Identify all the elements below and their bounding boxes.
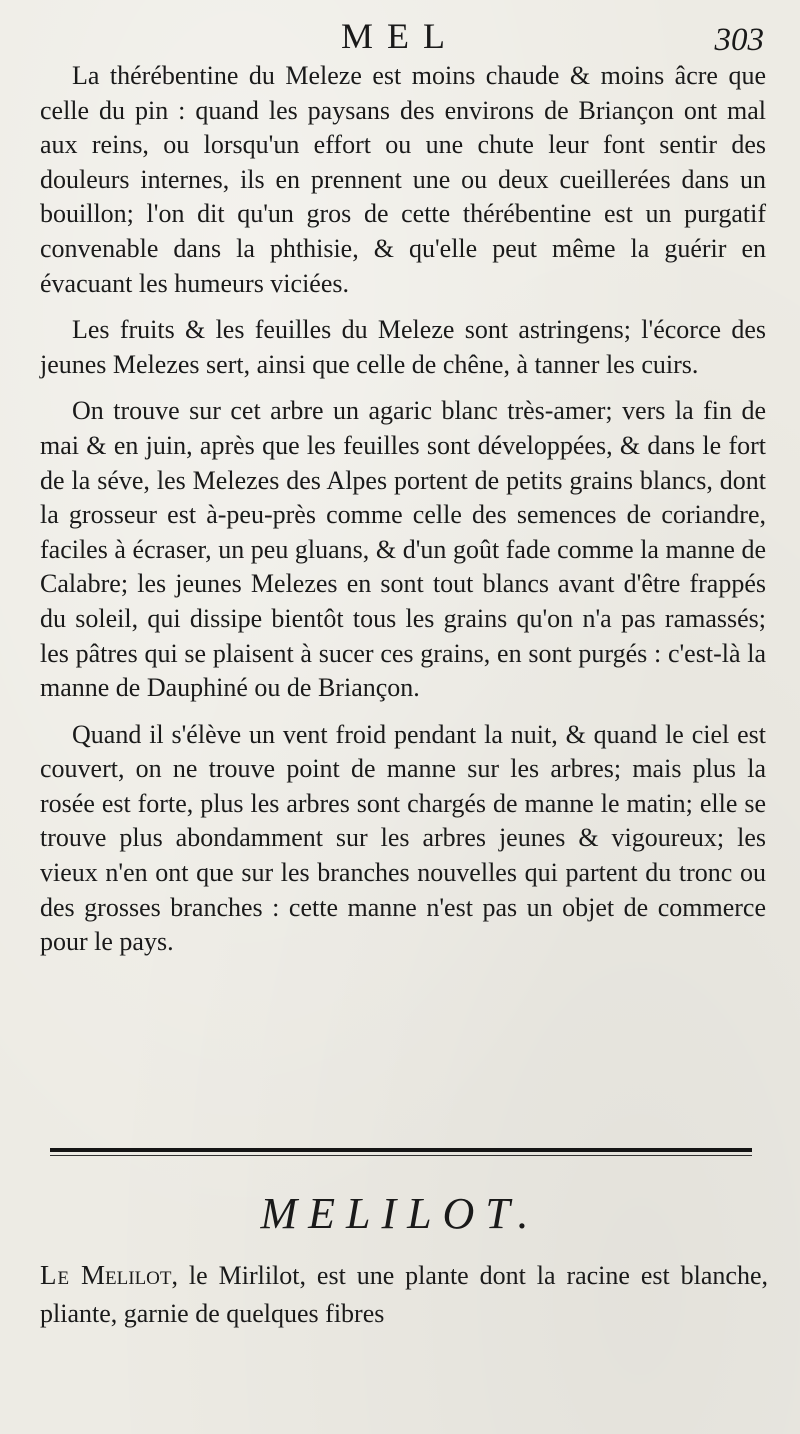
entry-headword: Melilot — [81, 1260, 172, 1290]
running-head — [0, 12, 800, 60]
body-text — [40, 59, 766, 972]
paragraph: Quand il s'élève un vent froid pendant la nuit, & quand le ciel est couvert, on ne trouve point de manne sur les arbres; mais plus la rosée est forte, plus les arbres sont chargés de manne le matin; elle se trouve plus abondamment sur les arbres jeunes & vigoureux; les vieux n'en ont que sur les branches nouvelles qui partent du tronc ou des grosses branches : cette manne n'est pas un objet de commerce pour le pays. — [40, 719, 766, 957]
section-divider-thin — [50, 1155, 752, 1156]
entry-paragraph — [40, 1256, 768, 1333]
paragraph: On trouve sur cet arbre un agaric blanc très-amer; vers la fin de mai & en juin, après que les feuilles sont développées, & dans le fort de la séve, les Melezes des Alpes portent de petits grains blancs, dont la grosseur est à-peu-près comme celle des semences de coriandre, faciles à écraser, un peu gluans, & d'un goût fade comme la manne de Calabre; les jeunes Melezes en sont tout blancs avant d'être frappés du soleil, qui dissipe bientôt tous les grains qu'on n'a pas ramassés; les pâtres qui se plaisent à sucer ces grains, en sont purgés : c'est-là la manne de Dauphiné ou de Briançon. — [40, 396, 766, 703]
paragraph: Les fruits & les feuilles du Meleze sont astringens; l'écorce des jeunes Melezes sert, ainsi que celle de chêne, à tanner les cuirs. — [40, 315, 766, 379]
entry-dropcap: Le — [40, 1260, 71, 1290]
paragraph: La thérébentine du Meleze est moins chaude & moins âcre que celle du pin : quand les paysans des environs de Briançon ont mal aux reins, ou lorsqu'un effort ou une chute leur font sentir des douleurs internes, ils en prennent une ou deux cueillerées dans un bouillon; l'on dit qu'un gros de cette thérébentine est un purgatif convenable dans la phthisie, & qu'elle peut même la guérir en évacuant les humeurs viciées. — [40, 61, 766, 298]
section-title: MELILOT. — [260, 1189, 540, 1238]
running-head-title: MEL — [341, 16, 459, 56]
section-divider — [50, 1148, 752, 1152]
page-number: 303 — [714, 22, 764, 58]
entry-text: , le Mirlilot, est une plante dont la racine est blanche, pliante, garnie de quelques fibres — [40, 1261, 768, 1328]
